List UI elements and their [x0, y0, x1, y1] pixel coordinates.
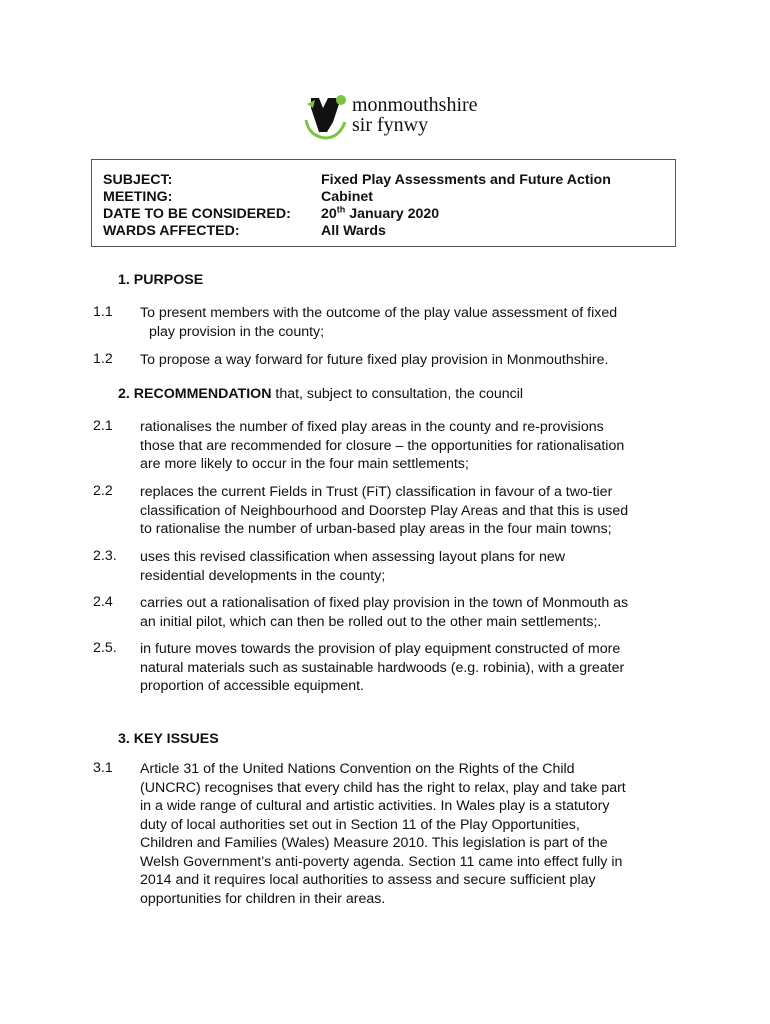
wards-label: WARDS AFFECTED: [103, 223, 240, 239]
recommendation-item-5 [140, 640, 680, 696]
date-day: 20 [321, 206, 337, 222]
meeting-label: MEETING: [103, 189, 173, 205]
recommendation-item-3 [140, 548, 680, 585]
paragraph-line: (UNCRC) recognises that every child has the right to relax, play and take part [140, 779, 626, 796]
paragraph-line: in a wide range of cultural and artistic activities. In Wales play is a statutory [140, 798, 610, 814]
paragraph-line: Children and Families (Wales) Measure 2010. This legislation is part of the [140, 835, 608, 851]
subject-label: SUBJECT: [103, 172, 173, 188]
paragraph-line: in future moves towards the provision of play equipment constructed of more [140, 641, 621, 657]
paragraph-line: rationalises the number of fixed play areas in the county and re-provisions [140, 419, 604, 435]
paragraph-line: replaces the current Fields in Trust (FiT) classification in favour of a two-tier [140, 484, 613, 500]
subject-box [91, 159, 676, 247]
paragraph-line: proportion of accessible equipment. [140, 678, 364, 694]
recommendation-heading-rest: that, subject to consultation, the council [271, 386, 524, 402]
item-number: 3.1 [93, 760, 113, 776]
paragraph-line: are more likely to occur in the four main settlements; [140, 456, 469, 472]
purpose-item-1 [140, 304, 680, 341]
key-issues-heading: 3. KEY ISSUES [118, 731, 219, 747]
paragraph-line: uses this revised classification when assessing layout plans for new [140, 549, 566, 565]
item-number: 1.2 [93, 351, 113, 367]
paragraph-line: Article 31 of the United Nations Convention on the Rights of the Child [140, 761, 575, 777]
item-number: 2.3. [93, 548, 117, 564]
item-number: 2.4 [93, 594, 113, 610]
item-number: 2.2 [93, 483, 113, 499]
key-issues-item-1 [140, 760, 680, 908]
paragraph-line: residential developments in the county; [140, 567, 386, 584]
date-rest: January 2020 [345, 206, 440, 222]
paragraph-line: To present members with the outcome of the play value assessment of fixed [140, 305, 618, 321]
recommendation-item-2 [140, 483, 680, 539]
logo-line-2: sir fynwy [352, 114, 429, 136]
paragraph-line: opportunities for children in their areas. [140, 890, 386, 907]
logo-emblem-icon [306, 95, 346, 138]
paragraph-line: Welsh Government’s anti-poverty agenda. Section 11 came into effect fully in [140, 853, 623, 870]
date-value [321, 206, 439, 222]
paragraph-line: 2014 and it requires local authorities to assess and secure sufficient play [140, 872, 596, 888]
recommendation-heading [118, 386, 523, 402]
paragraph-line: an initial pilot, which can then be rolled out to the other main settlements;. [140, 613, 602, 630]
date-label: DATE TO BE CONSIDERED: [103, 206, 291, 222]
paragraph-line: duty of local authorities set out in Section 11 of the Play Opportunities, [140, 816, 580, 833]
logo-wordmark [352, 95, 478, 135]
item-number: 1.1 [93, 304, 113, 320]
recommendation-item-1 [140, 418, 680, 474]
item-number: 2.1 [93, 418, 113, 434]
paragraph-line: natural materials such as sustainable hardwoods (e.g. robinia), with a greater [140, 659, 625, 676]
purpose-heading: 1. PURPOSE [118, 272, 204, 288]
wards-value: All Wards [321, 223, 386, 239]
subject-value: Fixed Play Assessments and Future Action [321, 172, 611, 188]
purpose-item-2: To propose a way forward for future fixed play provision in Monmouthshire. [140, 352, 609, 368]
paragraph-line: classification of Neighbourhood and Doorstep Play Areas and that this is used [140, 502, 629, 519]
logo-line-1: monmouthshire [352, 94, 478, 116]
paragraph-line: those that are recommended for closure – the opportunities for rationalisation [140, 437, 625, 454]
date-suffix: th [336, 204, 346, 215]
recommendation-heading-bold: 2. RECOMMENDATION [118, 386, 272, 402]
paragraph-line: carries out a rationalisation of fixed play provision in the town of Monmouth as [140, 595, 629, 611]
paragraph-line: play provision in the county; [149, 323, 325, 340]
meeting-value: Cabinet [321, 189, 374, 205]
item-number: 2.5. [93, 640, 117, 656]
recommendation-item-4 [140, 594, 680, 631]
paragraph-line: to rationalise the number of urban-based play areas in the four main towns; [140, 521, 612, 537]
